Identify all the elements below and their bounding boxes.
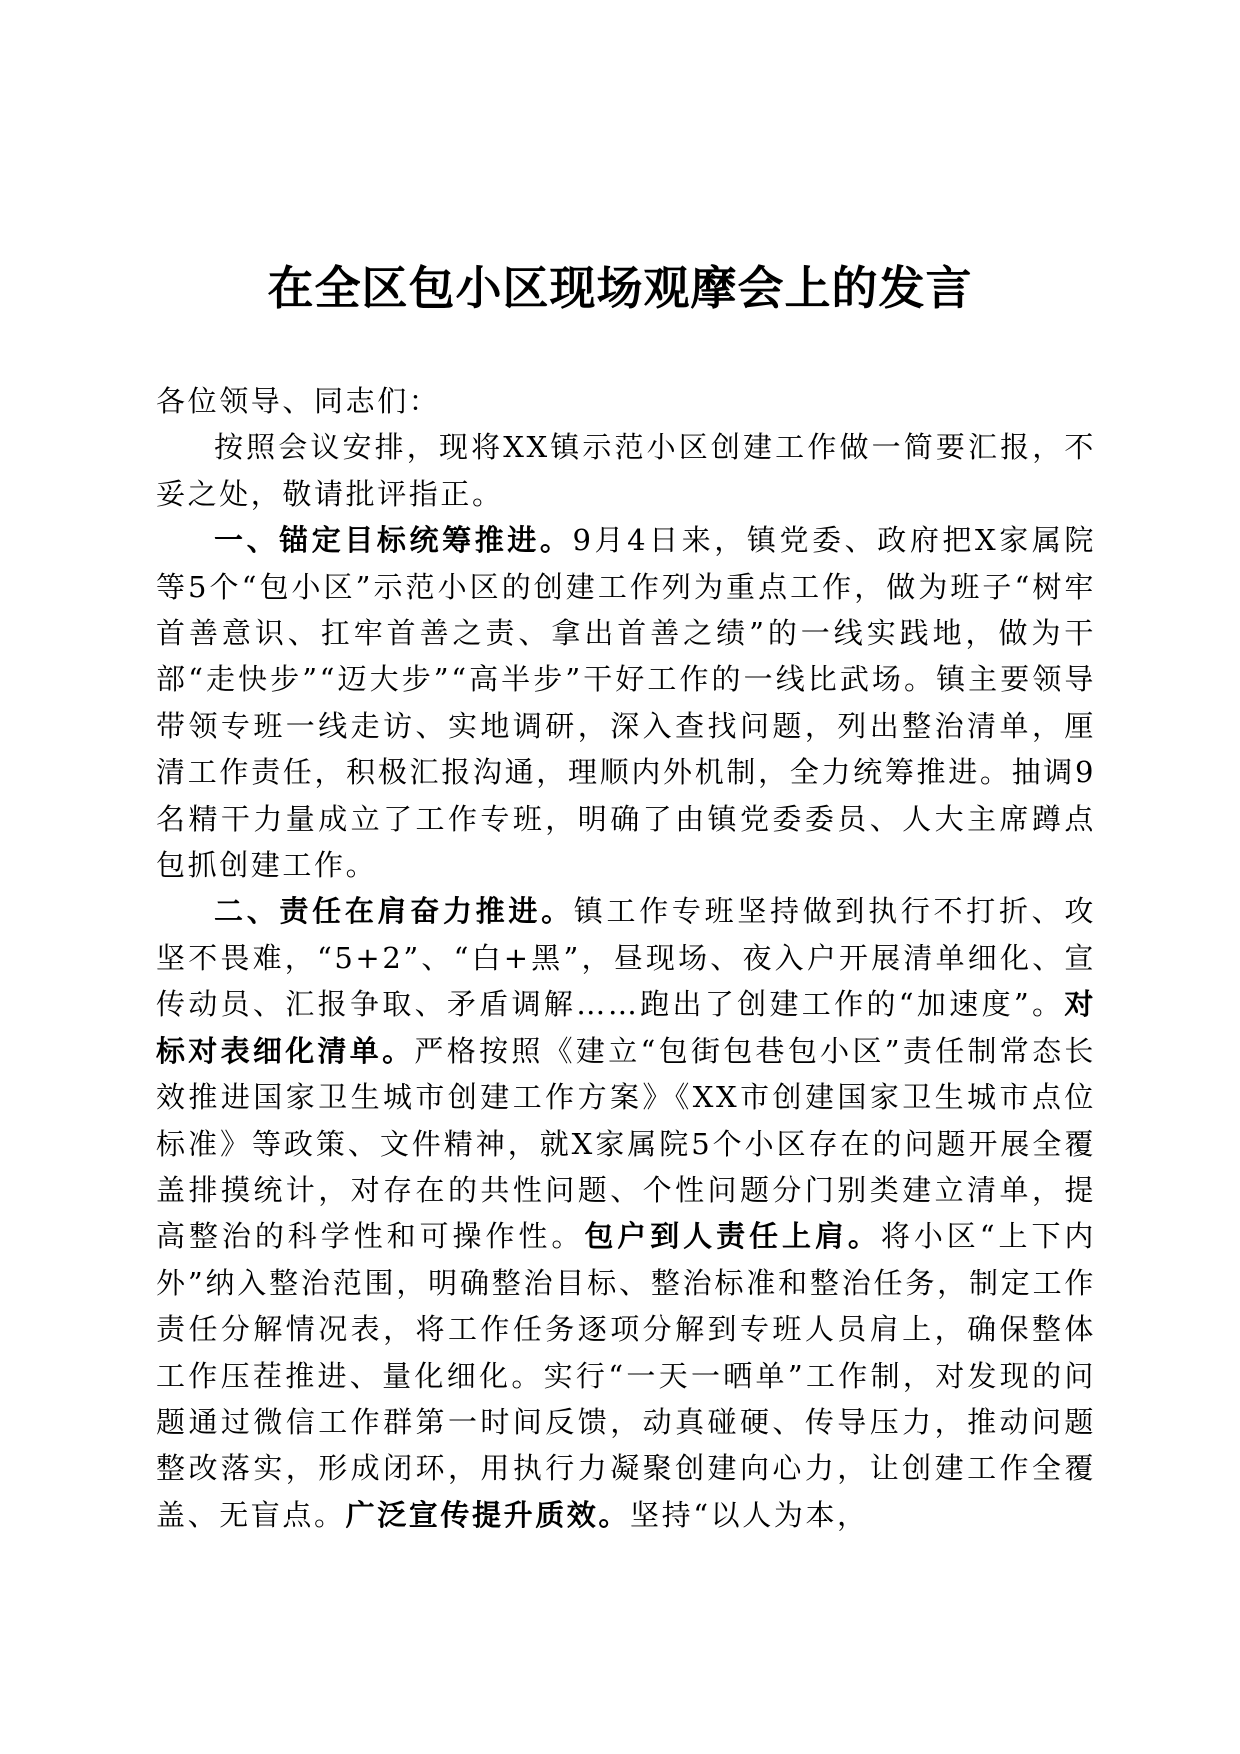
subsection-2-text: 将小区“上下内外”纳入整治范围，明确整治目标、整治标准和整治任务，制定工作责任分解情况表，将工作任务逐项分解到专班人员肩上，确保整体工作压茬推进、量化细化。实行“一天一晒单”工作制，对发现的问题通过微信工作群第一时间反馈，动真碰硬、传导压力，推动问题整改落实，形成闭环，用执行力凝聚创建向心力，让创建工作全覆盖、无盲点。 bbox=[156, 1219, 1096, 1532]
section-2-heading: 二、责任在肩奋力推进。 bbox=[214, 894, 574, 929]
section-1-heading: 一、锚定目标统筹推进。 bbox=[214, 523, 573, 558]
document-body bbox=[156, 378, 1096, 1538]
intro-paragraph: 按照会议安排，现将XX镇示范小区创建工作做一简要汇报，不妥之处，敬请批评指正。 bbox=[156, 430, 1096, 511]
subsection-1-heading: 对标对表细化清单。 bbox=[156, 987, 1096, 1068]
salutation: 各位领导、同志们： bbox=[156, 384, 441, 418]
section-1-paragraph bbox=[156, 517, 1096, 888]
section-1-text: 9月4日来，镇党委、政府把X家属院等5个“包小区”示范小区的创建工作列为重点工作，做为班子“树牢首善意识、扛牢首善之责、拿出首善之绩”的一线实践地，做为干部“走快步”“迈大步”“高半步”干好工作的一线比武场。镇主要领导带领专班一线走访、实地调研，深入查找问题，列出整治清单，厘清工作责任，积极汇报沟通，理顺内外机制，全力统筹推进。抽调9名精干力量成立了工作专班，明确了由镇党委委员、人大主席蹲点包抓创建工作。 bbox=[156, 523, 1097, 883]
subsection-1-text: 严格按照《建立“包街包巷包小区”责任制常态长效推进国家卫生城市创建工作方案》《XX市创建国家卫生城市点位标准》等政策、文件精神，就X家属院5个小区存在的问题开展全覆盖排摸统计，对存在的共性问题、个性问题分门别类建立清单，提高整治的科学性和可操作性。 bbox=[156, 1033, 1096, 1254]
subsection-2-heading: 包户到人责任上肩。 bbox=[584, 1219, 881, 1254]
subsection-3-heading: 广泛宣传提升质效。 bbox=[345, 1497, 631, 1532]
subsection-3-text: 坚持“以人为本， bbox=[630, 1497, 869, 1532]
section-2-paragraph bbox=[156, 888, 1096, 1538]
document-title: 在全区包小区现场观摩会上的发言 bbox=[267, 261, 973, 315]
section-2-text: 镇工作专班坚持做到执行不打折、攻坚不畏难，“5+2”、“白+黑”，昼现场、夜入户开展清单细化、宣传动员、汇报争取、矛盾调解……跑出了创建工作的“加速度”。 bbox=[156, 894, 1096, 1022]
